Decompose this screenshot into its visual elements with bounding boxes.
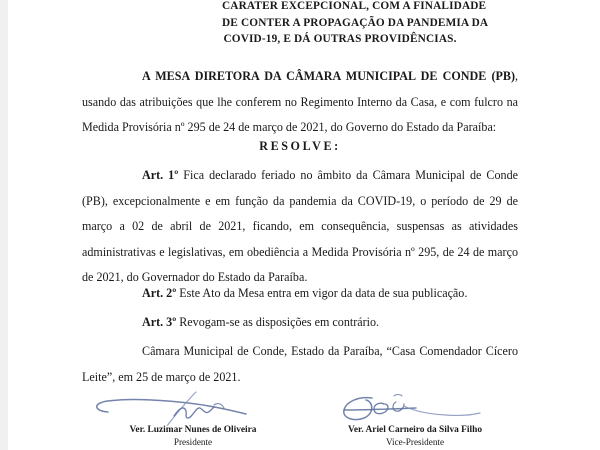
signature-role-vice-president: Vice-Presidente [385,437,445,447]
preamble-paragraph [82,64,518,141]
article-2-block [82,281,518,307]
article-2-label: Art. 2º [142,286,177,300]
resolve-heading: RESOLVE: [259,139,341,153]
ementa-line-3: COVID-19, E DÁ OUTRAS PROVIDÊNCIAS. [223,33,457,45]
preamble-block [82,64,518,141]
preamble-lead: A MESA DIRETORA DA CÂMARA MUNICIPAL DE CONDE (PB) [142,69,515,83]
signature-vice-president [300,396,530,448]
scan-edge-strip [0,0,8,450]
signature-ink-vice-president [300,390,530,426]
closing-paragraph: Câmara Municipal de Conde, Estado da Paraíba, “Casa Comendador Cícero Leite”, em 25 de março de 2021. [82,344,518,384]
article-1-block [82,163,518,291]
closing-block [82,339,518,390]
article-2-text: Este Ato da Mesa entra em vigor da data de sua publicação. [176,286,468,300]
preamble-rest: , usando das atribuições que lhe conferem no Regimento Interno da Casa, e com fulcro na Medida Provisória nº 295 de 24 de março de 2021, do Governo do Estado da Paraíba: [82,69,518,134]
ementa-line-2: DE CONTER A PROPAGAÇÃO DA PANDEMIA DA [222,16,489,29]
article-3-paragraph [82,310,518,336]
signature-role-president: Presidente [173,437,213,447]
signature-president [78,396,308,448]
article-1-paragraph [82,163,518,291]
article-2-paragraph [82,281,518,307]
signature-block [0,396,600,450]
ementa-header [222,0,489,48]
signature-ink-president [78,390,308,426]
article-3-block [82,310,518,336]
article-3-text: Revogam-se as disposições em contrário. [176,315,380,329]
ementa-line-1: CARATER EXCEPCIONAL, COM A FINALIDADE [222,0,487,12]
article-3-label: Art. 3º [142,315,177,329]
article-1-text: Fica declarado feriado no âmbito da Câmara Municipal de Conde (PB), excepcionalmente e em função da pandemia da COVID-19, o período de 29 de março a 02 de abril de 2021, ficando, em consequência, suspensas as atividades administrativas e legislativas, em obediência a Medida Provisória nº 295, de 24 de março de 2021, do Governador do Estado da Paraíba. [82,168,519,284]
signature-name-president: Ver. Luzimar Nunes de Oliveira [129,425,257,435]
signature-name-vice-president: Ver. Ariel Carneiro da Silva Filho [347,425,483,435]
article-1-label: Art. 1º [142,168,179,182]
